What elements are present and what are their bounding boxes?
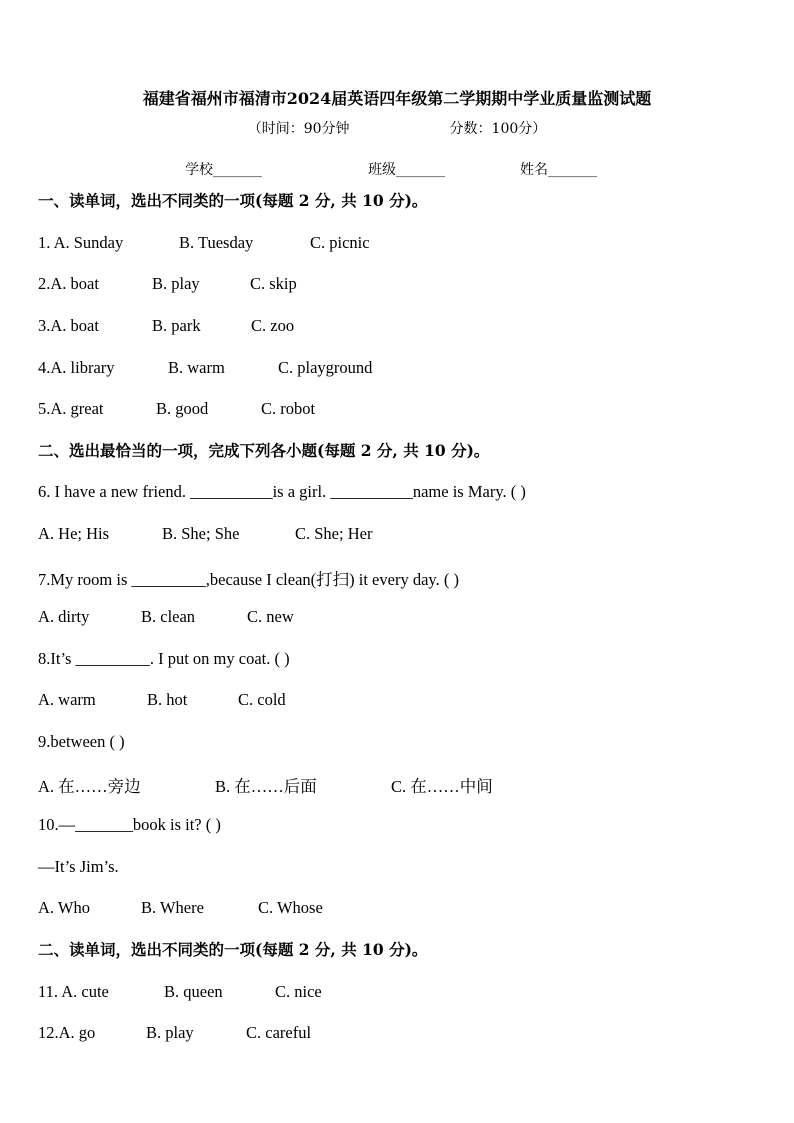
option-b: B. Tuesday <box>179 233 254 252</box>
option-a: A. warm <box>38 690 96 709</box>
question-9-stem: 9.between ( ) <box>38 732 125 751</box>
time-limit: （时间：90分钟 <box>247 121 350 137</box>
option-c: C. careful <box>246 1023 312 1042</box>
question-10-stem: 10.—_______book is it? ( ) <box>38 815 221 834</box>
option-a: 12.A. go <box>38 1023 96 1042</box>
option-c: C. new <box>247 607 294 626</box>
exam-title: 福建省福州市福清市2024届英语四年级第二学期期中学业质量监测试题 <box>142 89 652 108</box>
option-b: B. hot <box>147 690 188 709</box>
option-c: C. Whose <box>258 898 323 917</box>
option-b: B. park <box>152 316 201 335</box>
option-b: B. good <box>156 399 209 418</box>
option-a: A. dirty <box>38 607 90 626</box>
option-a: 5.A. great <box>38 399 104 418</box>
total-score: 分数：100分） <box>449 121 547 137</box>
option-b: B. 在……后面 <box>215 777 317 796</box>
section-heading: 二、选出最恰当的一项，完成下列各小题(每题 2 分, 共 10 分)。 <box>38 441 490 460</box>
option-a: 1. A. Sunday <box>38 233 124 252</box>
class-field: 班级_______ <box>368 162 445 178</box>
school-field: 学校_______ <box>185 162 262 178</box>
option-a: A. Who <box>38 898 90 917</box>
exam-meta <box>0 118 794 138</box>
question-10-answer: —It’s Jim’s. <box>38 857 119 876</box>
option-b: B. play <box>152 274 200 293</box>
option-c: C. playground <box>278 358 373 377</box>
option-a: 2.A. boat <box>38 274 99 293</box>
option-b: B. play <box>146 1023 194 1042</box>
option-c: C. cold <box>238 690 286 709</box>
option-b: B. Where <box>141 898 204 917</box>
question-8-stem: 8.It’s _________. I put on my coat. ( ) <box>38 649 290 668</box>
option-a: A. He; His <box>38 524 110 543</box>
option-a: 11. A. cute <box>38 982 109 1001</box>
section-heading: 一、读单词，选出不同类的一项(每题 2 分, 共 10 分)。 <box>38 191 428 210</box>
option-a: 4.A. library <box>38 358 115 377</box>
option-b: B. clean <box>141 607 196 626</box>
option-a: A. 在……旁边 <box>38 777 141 796</box>
option-b: B. She; She <box>162 524 240 543</box>
name-field: 姓名_______ <box>520 162 597 178</box>
option-b: B. warm <box>168 358 225 377</box>
option-c: C. She; Her <box>295 524 373 543</box>
option-c: C. nice <box>275 982 322 1001</box>
section-heading: 二、读单词，选出不同类的一项(每题 2 分, 共 10 分)。 <box>38 940 428 959</box>
option-a: 3.A. boat <box>38 316 99 335</box>
option-b: B. queen <box>164 982 223 1001</box>
question-7-stem: 7.My room is _________,because I clean(打扫) it every day. ( ) <box>38 570 459 589</box>
option-c: C. robot <box>261 399 316 418</box>
question-6-stem: 6. I have a new friend. __________is a girl. __________name is Mary. ( ) <box>38 482 526 501</box>
option-c: C. 在……中间 <box>391 777 493 796</box>
option-c: C. zoo <box>251 316 295 335</box>
option-c: C. skip <box>250 274 297 293</box>
option-c: C. picnic <box>310 233 370 252</box>
